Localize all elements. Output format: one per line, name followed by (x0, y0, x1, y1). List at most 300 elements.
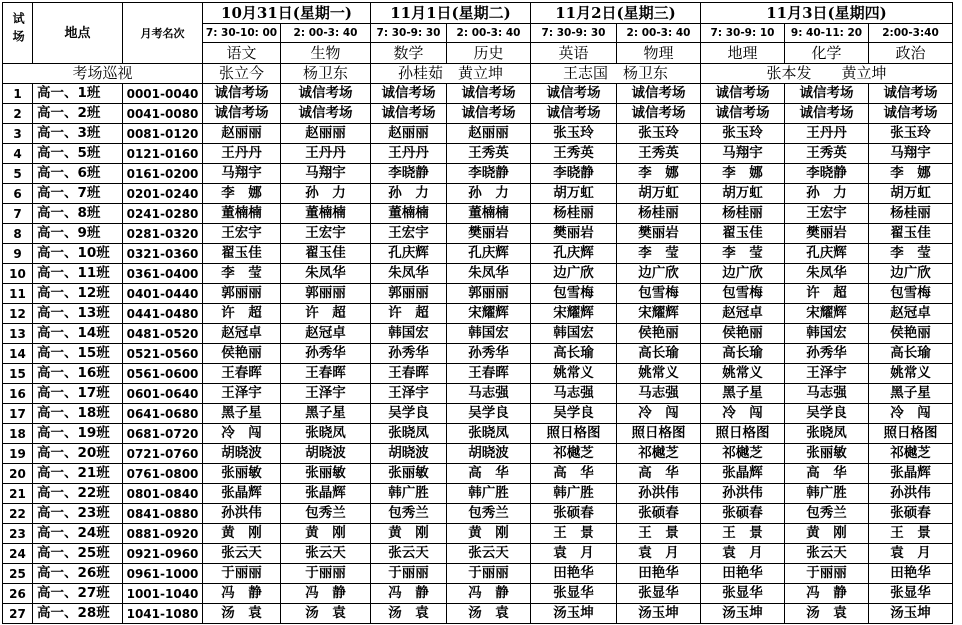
invigilator-cell: 汤 袁 (447, 604, 531, 624)
invigilator-cell: 孙洪伟 (701, 484, 785, 504)
session-time: 7: 30-9: 30 (531, 24, 617, 43)
table-row (3, 224, 953, 244)
room-number: 18 (3, 424, 33, 444)
invigilator-cell: 李 莹 (203, 264, 281, 284)
invigilator-cell: 诚信考场 (617, 84, 701, 104)
invigilator-cell: 王 景 (531, 524, 617, 544)
invigilator-cell: 郭丽丽 (281, 284, 371, 304)
session-time: 9: 40-11: 20 (785, 24, 869, 43)
invigilator-cell: 诚信考场 (701, 84, 785, 104)
table-row (3, 284, 953, 304)
table-row (3, 244, 953, 264)
table-row (3, 264, 953, 284)
invigilator-cell: 胡万虹 (531, 184, 617, 204)
table-row (3, 84, 953, 104)
room-number: 24 (3, 544, 33, 564)
session-time: 2:00-3:40 (869, 24, 953, 43)
session-time: 7: 30-9: 30 (371, 24, 447, 43)
invigilator-cell: 诚信考场 (531, 104, 617, 124)
invigilator-cell: 董楠楠 (203, 204, 281, 224)
table-row (3, 584, 953, 604)
table-row (3, 404, 953, 424)
room-location: 高一、17班 (33, 384, 123, 404)
rank-range: 0601-0640 (123, 384, 203, 404)
invigilator-cell: 诚信考场 (701, 104, 785, 124)
invigilator-cell: 翟玉佳 (701, 224, 785, 244)
table-row (3, 564, 953, 584)
location-header: 地点 (33, 3, 123, 64)
date-header-oct31: 10月31日(星期一) (203, 3, 371, 24)
room-number: 23 (3, 524, 33, 544)
invigilator-cell: 杨桂丽 (869, 204, 953, 224)
invigilator-cell: 诚信考场 (203, 84, 281, 104)
invigilator-cell: 孙秀华 (281, 344, 371, 364)
room-number: 27 (3, 604, 33, 624)
invigilator-cell: 吴学良 (447, 404, 531, 424)
invigilator-cell: 王秀英 (785, 144, 869, 164)
invigilator-cell: 王泽宇 (785, 364, 869, 384)
invigilator-cell: 杨桂丽 (701, 204, 785, 224)
invigilator-cell: 孙洪伟 (869, 484, 953, 504)
invigilator-cell: 边广欣 (531, 264, 617, 284)
invigilator-cell: 王丹丹 (785, 124, 869, 144)
invigilator-cell: 胡晓波 (203, 444, 281, 464)
table-row (3, 144, 953, 164)
invigilator-cell: 诚信考场 (869, 104, 953, 124)
rank-range: 0121-0160 (123, 144, 203, 164)
room-number: 19 (3, 444, 33, 464)
rank-range: 0161-0200 (123, 164, 203, 184)
room-number: 8 (3, 224, 33, 244)
patrol-invigilator: 杨卫东 (281, 64, 371, 84)
invigilator-cell: 朱凤华 (785, 264, 869, 284)
invigilator-cell: 朱凤华 (447, 264, 531, 284)
invigilator-cell: 马翔宇 (281, 164, 371, 184)
invigilator-cell: 李 娜 (869, 164, 953, 184)
invigilator-cell: 王丹丹 (371, 144, 447, 164)
invigilator-cell: 翟玉佳 (281, 244, 371, 264)
invigilator-cell: 高 华 (447, 464, 531, 484)
invigilator-cell: 姚常义 (869, 364, 953, 384)
patrol-invigilator: 孙桂茹 黄立坤 (371, 64, 531, 84)
invigilator-cell: 包秀兰 (371, 504, 447, 524)
invigilator-cell: 王秀英 (531, 144, 617, 164)
table-row (3, 504, 953, 524)
invigilator-cell: 赵丽丽 (371, 124, 447, 144)
invigilator-cell: 汤 袁 (785, 604, 869, 624)
invigilator-cell: 诚信考场 (371, 84, 447, 104)
invigilator-cell: 马翔宇 (869, 144, 953, 164)
room-location: 高一、20班 (33, 444, 123, 464)
invigilator-cell: 张玉玲 (869, 124, 953, 144)
invigilator-cell: 汤玉坤 (869, 604, 953, 624)
invigilator-cell: 吴学良 (531, 404, 617, 424)
room-location: 高一、12班 (33, 284, 123, 304)
invigilator-cell: 张云天 (447, 544, 531, 564)
room-number: 21 (3, 484, 33, 504)
invigilator-cell: 翟玉佳 (203, 244, 281, 264)
rank-range: 0841-0880 (123, 504, 203, 524)
rank-range: 0441-0480 (123, 304, 203, 324)
invigilator-cell: 张晓凤 (447, 424, 531, 444)
invigilator-cell: 朱凤华 (371, 264, 447, 284)
invigilator-cell: 黑子星 (281, 404, 371, 424)
room-location: 高一、23班 (33, 504, 123, 524)
session-time: 2: 00-3: 40 (617, 24, 701, 43)
invigilator-cell: 马志强 (447, 384, 531, 404)
invigilator-cell: 高 华 (785, 464, 869, 484)
table-row (3, 104, 953, 124)
rank-range: 0801-0840 (123, 484, 203, 504)
invigilator-cell: 王 景 (617, 524, 701, 544)
invigilator-cell: 王泽宇 (281, 384, 371, 404)
room-location: 高一、10班 (33, 244, 123, 264)
invigilator-cell: 樊丽岩 (785, 224, 869, 244)
room-location: 高一、27班 (33, 584, 123, 604)
invigilator-cell: 祁樾芝 (617, 444, 701, 464)
invigilator-cell: 诚信考场 (869, 84, 953, 104)
room-location: 高一、16班 (33, 364, 123, 384)
invigilator-cell: 冷 闯 (617, 404, 701, 424)
subject-cell: 数学 (371, 43, 447, 64)
invigilator-cell: 王泽宇 (371, 384, 447, 404)
invigilator-cell: 于丽丽 (203, 564, 281, 584)
invigilator-cell: 诚信考场 (531, 84, 617, 104)
invigilator-cell: 高 华 (531, 464, 617, 484)
room-number: 12 (3, 304, 33, 324)
invigilator-cell: 袁 月 (701, 544, 785, 564)
invigilator-cell: 李晓静 (531, 164, 617, 184)
invigilator-cell: 诚信考场 (203, 104, 281, 124)
invigilator-cell: 张丽敏 (785, 444, 869, 464)
room-number: 3 (3, 124, 33, 144)
room-location: 高一、2班 (33, 104, 123, 124)
invigilator-cell: 诚信考场 (785, 84, 869, 104)
invigilator-cell: 马翔宇 (203, 164, 281, 184)
room-number: 9 (3, 244, 33, 264)
invigilator-cell: 包雪梅 (701, 284, 785, 304)
invigilator-cell: 韩广胜 (371, 484, 447, 504)
invigilator-cell: 冷 闯 (203, 424, 281, 444)
subject-cell: 地理 (701, 43, 785, 64)
invigilator-cell: 韩广胜 (531, 484, 617, 504)
rank-range: 0561-0600 (123, 364, 203, 384)
table-row (3, 524, 953, 544)
invigilator-cell: 樊丽岩 (617, 224, 701, 244)
invigilator-cell: 边广欣 (701, 264, 785, 284)
invigilator-cell: 黄 刚 (203, 524, 281, 544)
table-row (3, 364, 953, 384)
invigilator-cell: 侯艳丽 (869, 324, 953, 344)
table-row (3, 484, 953, 504)
invigilator-cell: 包雪梅 (531, 284, 617, 304)
table-row (3, 204, 953, 224)
invigilator-cell: 王宏宇 (203, 224, 281, 244)
rank-range: 0761-0800 (123, 464, 203, 484)
rank-header: 月考名次 (123, 3, 203, 64)
table-row (3, 424, 953, 444)
invigilator-cell: 张丽敏 (281, 464, 371, 484)
patrol-invigilator: 王志国 杨卫东 (531, 64, 701, 84)
rank-range: 0041-0080 (123, 104, 203, 124)
subject-cell: 化学 (785, 43, 869, 64)
room-number: 25 (3, 564, 33, 584)
invigilator-cell: 张晶辉 (869, 464, 953, 484)
invigilator-cell: 赵冠卓 (869, 304, 953, 324)
invigilator-cell: 黑子星 (701, 384, 785, 404)
room-location: 高一、13班 (33, 304, 123, 324)
room-number: 4 (3, 144, 33, 164)
invigilator-cell: 胡万虹 (869, 184, 953, 204)
invigilator-cell: 田艳华 (869, 564, 953, 584)
invigilator-cell: 翟玉佳 (869, 224, 953, 244)
invigilator-cell: 张显华 (701, 584, 785, 604)
invigilator-cell: 于丽丽 (371, 564, 447, 584)
invigilator-cell: 李 娜 (617, 164, 701, 184)
invigilator-cell: 孙 力 (281, 184, 371, 204)
invigilator-cell: 胡晓波 (447, 444, 531, 464)
subject-cell: 生物 (281, 43, 371, 64)
invigilator-cell: 祁樾芝 (869, 444, 953, 464)
invigilator-cell: 汤玉坤 (701, 604, 785, 624)
subject-cell: 历史 (447, 43, 531, 64)
invigilator-cell: 诚信考场 (447, 84, 531, 104)
subject-cell: 语文 (203, 43, 281, 64)
invigilator-cell: 高长瑜 (617, 344, 701, 364)
invigilator-cell: 汤 袁 (281, 604, 371, 624)
invigilator-cell: 许 超 (371, 304, 447, 324)
invigilator-cell: 胡万虹 (701, 184, 785, 204)
invigilator-cell: 高长瑜 (701, 344, 785, 364)
invigilator-cell: 许 超 (281, 304, 371, 324)
invigilator-cell: 李 娜 (701, 164, 785, 184)
room-number: 20 (3, 464, 33, 484)
invigilator-cell: 张玉玲 (701, 124, 785, 144)
invigilator-cell: 照日格图 (531, 424, 617, 444)
invigilator-cell: 王宏宇 (785, 204, 869, 224)
invigilator-cell: 张硕春 (869, 504, 953, 524)
rank-range: 0001-0040 (123, 84, 203, 104)
invigilator-cell: 冷 闯 (701, 404, 785, 424)
table-row (3, 164, 953, 184)
invigilator-cell: 韩国宏 (785, 324, 869, 344)
room-location: 高一、3班 (33, 124, 123, 144)
rank-range: 0681-0720 (123, 424, 203, 444)
invigilator-cell: 诚信考场 (371, 104, 447, 124)
invigilator-cell: 郭丽丽 (203, 284, 281, 304)
invigilator-cell: 张丽敏 (371, 464, 447, 484)
invigilator-cell: 侯艳丽 (617, 324, 701, 344)
room-number: 5 (3, 164, 33, 184)
room-location: 高一、18班 (33, 404, 123, 424)
session-time: 2: 00-3: 40 (281, 24, 371, 43)
patrol-label: 考场巡视 (3, 64, 203, 84)
invigilator-cell: 赵丽丽 (447, 124, 531, 144)
invigilator-cell: 照日格图 (617, 424, 701, 444)
room-location: 高一、28班 (33, 604, 123, 624)
invigilator-cell: 冷 闯 (869, 404, 953, 424)
invigilator-cell: 杨桂丽 (531, 204, 617, 224)
room-location: 高一、11班 (33, 264, 123, 284)
invigilator-cell: 高长瑜 (869, 344, 953, 364)
room-location: 高一、7班 (33, 184, 123, 204)
room-number: 10 (3, 264, 33, 284)
rank-range: 0641-0680 (123, 404, 203, 424)
invigilator-cell: 高 华 (617, 464, 701, 484)
invigilator-cell: 孙秀华 (785, 344, 869, 364)
invigilator-cell: 侯艳丽 (701, 324, 785, 344)
invigilator-cell: 董楠楠 (371, 204, 447, 224)
room-number: 11 (3, 284, 33, 304)
invigilator-cell: 朱凤华 (281, 264, 371, 284)
invigilator-cell: 祁樾芝 (701, 444, 785, 464)
session-time: 7: 30-10: 00 (203, 24, 281, 43)
room-number: 26 (3, 584, 33, 604)
invigilator-cell: 包雪梅 (869, 284, 953, 304)
invigilator-cell: 张显华 (531, 584, 617, 604)
invigilator-cell: 张显华 (617, 584, 701, 604)
invigilator-cell: 张硕春 (617, 504, 701, 524)
invigilator-cell: 王春晖 (281, 364, 371, 384)
invigilator-cell: 赵丽丽 (281, 124, 371, 144)
rank-range: 0201-0240 (123, 184, 203, 204)
room-number: 7 (3, 204, 33, 224)
invigilator-cell: 黄 刚 (371, 524, 447, 544)
invigilator-cell: 宋耀辉 (617, 304, 701, 324)
table-row (3, 184, 953, 204)
invigilator-cell: 边广欣 (617, 264, 701, 284)
invigilator-cell: 孙 力 (447, 184, 531, 204)
invigilator-cell: 冯 静 (371, 584, 447, 604)
rank-range: 0281-0320 (123, 224, 203, 244)
invigilator-cell: 于丽丽 (785, 564, 869, 584)
invigilator-cell: 张晓凤 (371, 424, 447, 444)
invigilator-cell: 王宏宇 (281, 224, 371, 244)
invigilator-cell: 宋耀辉 (785, 304, 869, 324)
room-location: 高一、19班 (33, 424, 123, 444)
invigilator-cell: 宋耀辉 (531, 304, 617, 324)
invigilator-cell: 黄 刚 (785, 524, 869, 544)
invigilator-cell: 边广欣 (869, 264, 953, 284)
room-number: 22 (3, 504, 33, 524)
invigilator-cell: 王春晖 (447, 364, 531, 384)
room-location: 高一、14班 (33, 324, 123, 344)
invigilator-cell: 孙秀华 (447, 344, 531, 364)
invigilator-cell: 董楠楠 (281, 204, 371, 224)
invigilator-cell: 冯 静 (785, 584, 869, 604)
invigilator-cell: 张晓凤 (281, 424, 371, 444)
invigilator-cell: 许 超 (785, 284, 869, 304)
invigilator-cell: 张云天 (371, 544, 447, 564)
invigilator-cell: 孔庆辉 (371, 244, 447, 264)
invigilator-cell: 王 景 (869, 524, 953, 544)
room-number: 15 (3, 364, 33, 384)
invigilator-cell: 王秀英 (617, 144, 701, 164)
table-row (3, 604, 953, 624)
invigilator-cell: 冯 静 (203, 584, 281, 604)
invigilator-cell: 诚信考场 (281, 84, 371, 104)
room-number: 13 (3, 324, 33, 344)
subject-cell: 物理 (617, 43, 701, 64)
invigilator-cell: 马志强 (785, 384, 869, 404)
invigilator-cell: 王宏宇 (371, 224, 447, 244)
invigilator-cell: 黑子星 (869, 384, 953, 404)
rank-range: 0481-0520 (123, 324, 203, 344)
invigilator-cell: 诚信考场 (785, 104, 869, 124)
invigilator-cell: 王丹丹 (203, 144, 281, 164)
invigilator-cell: 赵冠卓 (203, 324, 281, 344)
invigilator-cell: 王春晖 (203, 364, 281, 384)
invigilator-cell: 赵丽丽 (203, 124, 281, 144)
room-number: 6 (3, 184, 33, 204)
invigilator-cell: 李 莹 (701, 244, 785, 264)
invigilator-cell: 樊丽岩 (447, 224, 531, 244)
invigilator-cell: 王 景 (701, 524, 785, 544)
invigilator-cell: 姚常义 (531, 364, 617, 384)
invigilator-cell: 诚信考场 (281, 104, 371, 124)
invigilator-cell: 田艳华 (531, 564, 617, 584)
invigilator-cell: 冯 静 (281, 584, 371, 604)
invigilator-cell: 王秀英 (447, 144, 531, 164)
table-row (3, 464, 953, 484)
room-location: 高一、15班 (33, 344, 123, 364)
invigilator-cell: 赵冠卓 (701, 304, 785, 324)
invigilator-cell: 李晓静 (785, 164, 869, 184)
invigilator-cell: 袁 月 (869, 544, 953, 564)
invigilator-cell: 孙秀华 (371, 344, 447, 364)
invigilator-cell: 张显华 (869, 584, 953, 604)
invigilator-cell: 吴学良 (371, 404, 447, 424)
invigilator-cell: 照日格图 (701, 424, 785, 444)
invigilator-cell: 樊丽岩 (531, 224, 617, 244)
invigilator-cell: 高长瑜 (531, 344, 617, 364)
invigilator-cell: 李 莹 (869, 244, 953, 264)
rank-range: 1041-1080 (123, 604, 203, 624)
test-room-header (3, 3, 33, 64)
invigilator-cell: 许 超 (203, 304, 281, 324)
table-body (3, 84, 953, 624)
date-header-nov2: 11月2日(星期三) (531, 3, 701, 24)
invigilator-cell: 张玉玲 (531, 124, 617, 144)
invigilator-cell: 包秀兰 (785, 504, 869, 524)
invigilator-cell: 张丽敏 (203, 464, 281, 484)
invigilator-cell: 包雪梅 (617, 284, 701, 304)
test-room-label: 试场 (11, 11, 26, 48)
room-number: 16 (3, 384, 33, 404)
table-row (3, 384, 953, 404)
room-location: 高一、21班 (33, 464, 123, 484)
invigilator-cell: 韩国宏 (371, 324, 447, 344)
room-location: 高一、1班 (33, 84, 123, 104)
rank-range: 0521-0560 (123, 344, 203, 364)
invigilator-cell: 胡万虹 (617, 184, 701, 204)
invigilator-cell: 胡晓波 (281, 444, 371, 464)
invigilator-cell: 郭丽丽 (447, 284, 531, 304)
table-row (3, 444, 953, 464)
room-location: 高一、25班 (33, 544, 123, 564)
invigilator-cell: 孙洪伟 (203, 504, 281, 524)
rank-range: 0321-0360 (123, 244, 203, 264)
invigilator-cell: 杨桂丽 (617, 204, 701, 224)
invigilator-cell: 王丹丹 (281, 144, 371, 164)
subject-cell: 英语 (531, 43, 617, 64)
invigilator-cell: 孙 力 (785, 184, 869, 204)
invigilator-cell: 张晶辉 (281, 484, 371, 504)
room-location: 高一、8班 (33, 204, 123, 224)
rank-range: 0921-0960 (123, 544, 203, 564)
room-number: 1 (3, 84, 33, 104)
session-time: 7: 30-9: 10 (701, 24, 785, 43)
